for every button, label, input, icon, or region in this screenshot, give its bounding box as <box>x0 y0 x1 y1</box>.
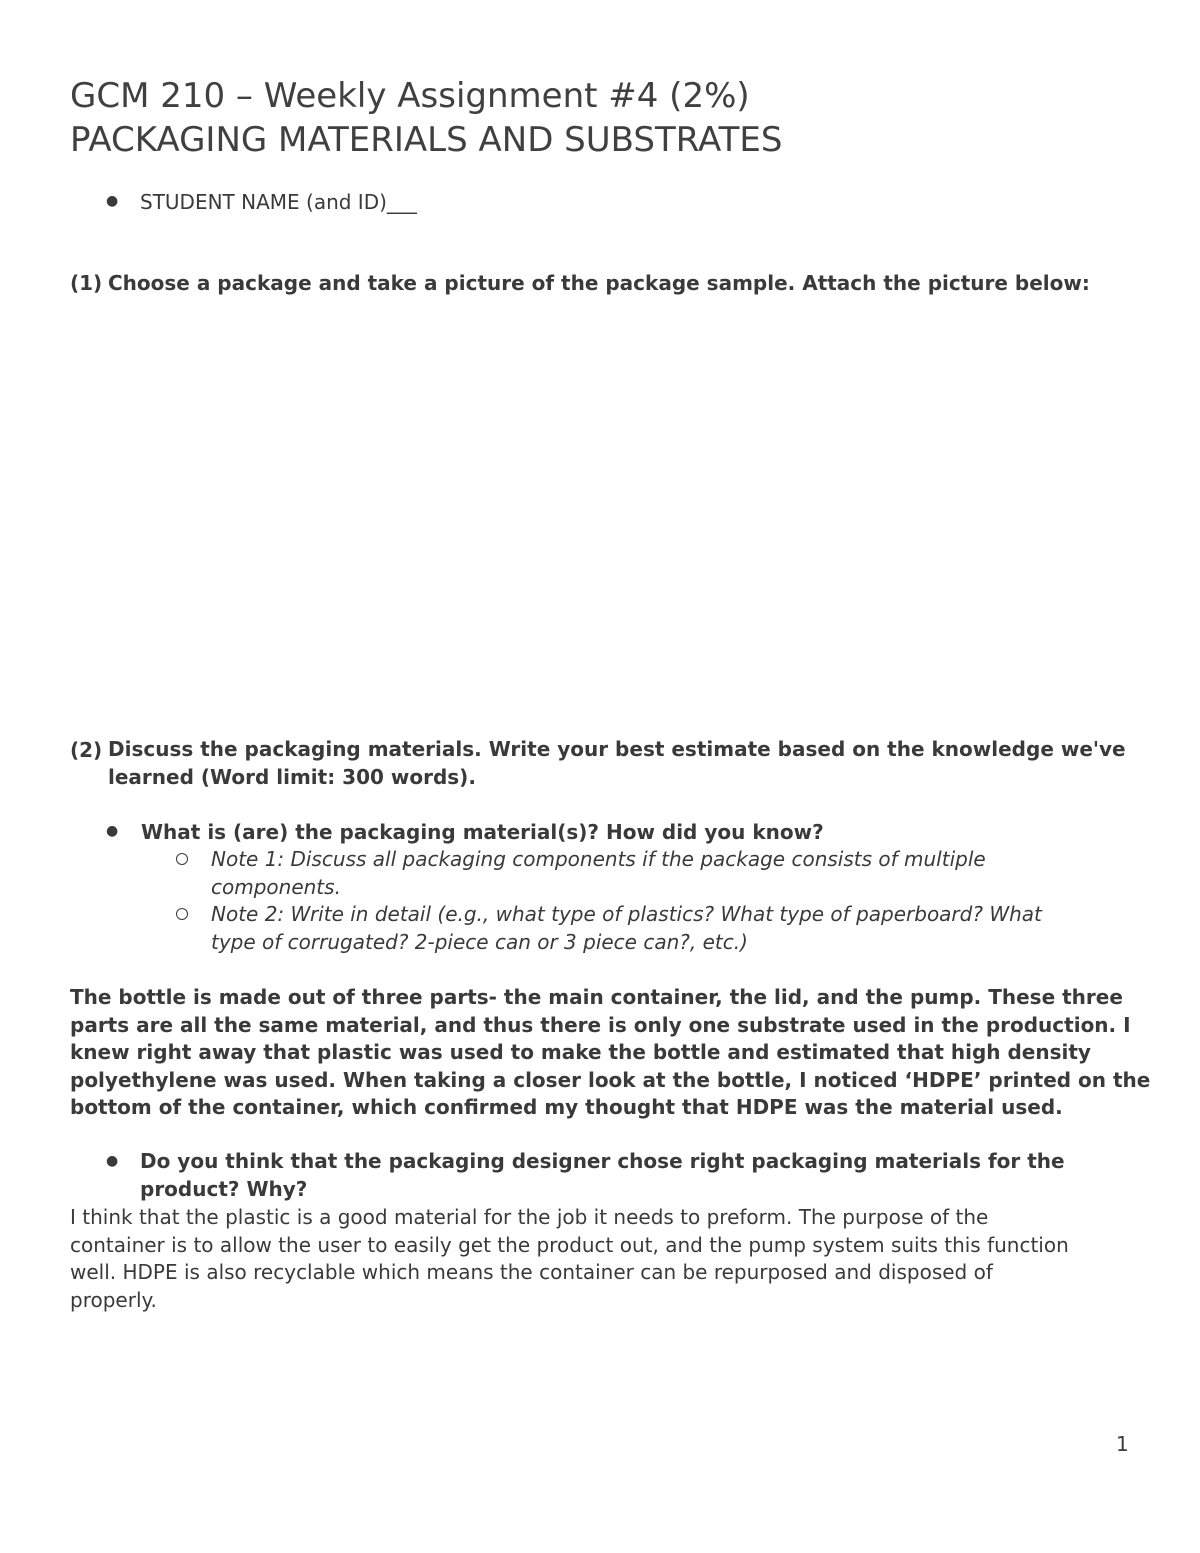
answer-1 <box>70 984 1150 1122</box>
question-1-number: (1) <box>70 271 103 295</box>
note-1-line-2: components. <box>211 874 341 899</box>
answer-1-line: parts are all the same material, and thus there is only one substrate used in the production. I <box>70 1012 1131 1037</box>
answer-1-line: The bottle is made out of three parts- the main container, the lid, and the pump. These three <box>70 985 1123 1009</box>
bullet-icon: ● <box>106 193 119 209</box>
note-1 <box>211 846 986 901</box>
document-title <box>70 74 782 162</box>
title-line-2: PACKAGING MATERIALS AND SUBSTRATES <box>70 120 783 160</box>
question-2-text <box>108 736 1126 791</box>
note-2-line-1: Note 2: Write in detail (e.g., what type of plastics? What type of paperboard? What <box>211 902 1042 926</box>
answer-2-line: properly. <box>70 1287 157 1312</box>
answer-1-line: polyethylene was used. When taking a closer look at the bottle, I noticed ‘HDPE’ printed on the <box>70 1067 1151 1092</box>
note-2-line-2: type of corrugated? 2-piece can or 3 piece can?, etc.) <box>211 929 748 954</box>
answer-2-line: container is to allow the user to easily get the product out, and the pump system suits this function <box>70 1232 1069 1257</box>
sub-question-2-line-2: product? Why? <box>140 1176 308 1201</box>
note-2 <box>211 901 1042 956</box>
title-line-1: GCM 210 – Weekly Assignment #4 (2%) <box>70 76 750 116</box>
answer-2-line: I think that the plastic is a good material for the job it needs to preform. The purpose of the <box>70 1205 989 1229</box>
answer-1-line: knew right away that plastic was used to make the bottle and estimated that high density <box>70 1040 1091 1064</box>
question-1-text: Choose a package and take a picture of the package sample. Attach the picture below: <box>108 271 1090 295</box>
question-2-number: (2) <box>70 738 103 762</box>
question-2-line-2: learned (Word limit: 300 words). <box>108 764 476 789</box>
answer-1-line: bottom of the container, which confirmed my thought that HDPE was the material used. <box>70 1095 1063 1119</box>
answer-2 <box>70 1204 1069 1314</box>
bullet-icon: ● <box>106 1153 119 1169</box>
sub-question-2-line-1: Do you think that the packaging designer chose right packaging materials for the <box>140 1149 1065 1173</box>
page-number: 1 <box>1116 1432 1129 1456</box>
question-2-line-1: Discuss the packaging materials. Write your best estimate based on the knowledge we've <box>108 737 1126 761</box>
answer-2-line: well. HDPE is also recyclable which means the container can be repurposed and disposed of <box>70 1260 993 1284</box>
circle-bullet-icon <box>176 853 188 865</box>
sub-question-2 <box>140 1148 1065 1203</box>
bullet-icon: ● <box>106 823 119 839</box>
student-name-field: STUDENT NAME (and ID)___ <box>140 190 417 214</box>
note-1-line-1: Note 1: Discuss all packaging components if the package consists of multiple <box>211 847 986 871</box>
circle-bullet-icon <box>176 908 188 920</box>
sub-question-1: What is (are) the packaging material(s)? How did you know? <box>141 820 824 844</box>
